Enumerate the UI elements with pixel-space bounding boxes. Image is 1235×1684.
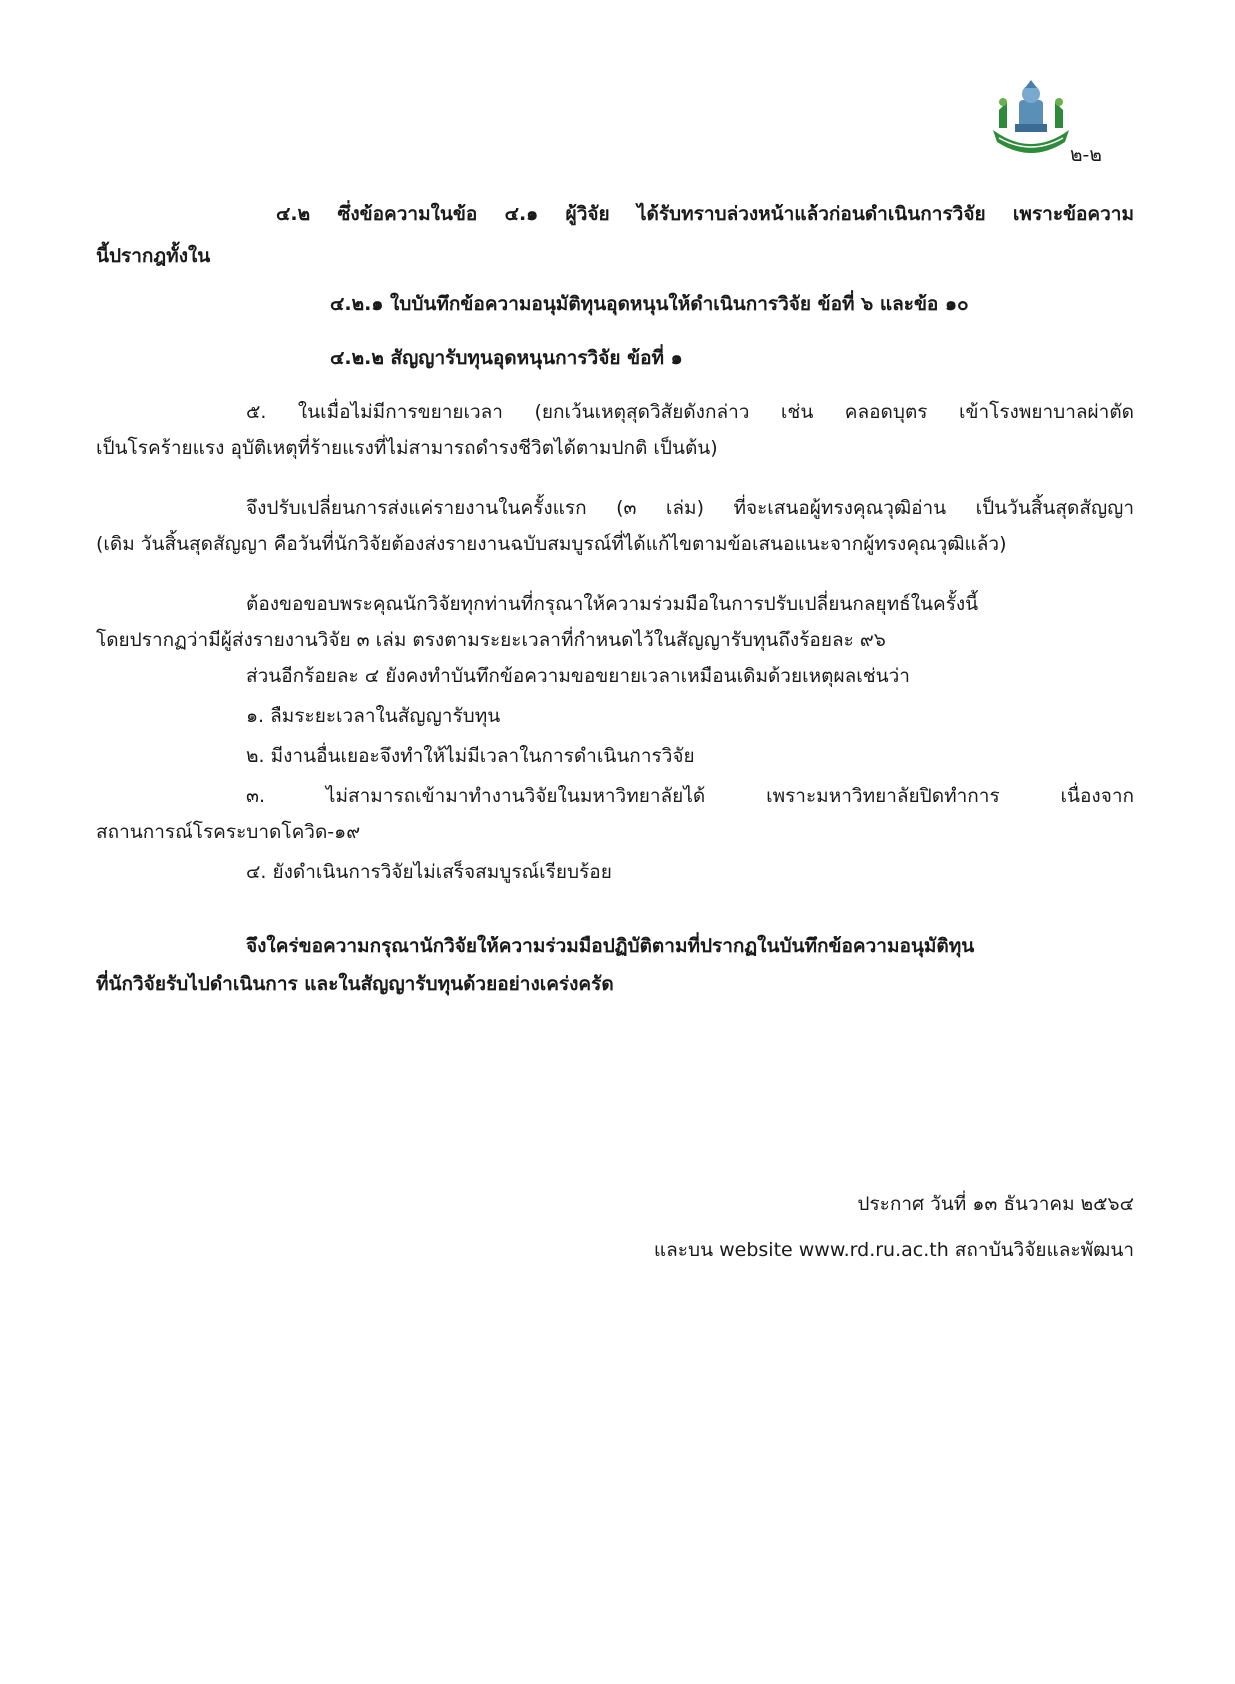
section-5-line2: เป็นโรคร้ายแรง อุบัติเหตุที่ร้ายแรงที่ไม่สามารถดำรงชีวิตได้ตามปกติ เป็นต้น)	[96, 437, 718, 459]
section-4-2-line2: นี้ปรากฎทั้งใน	[96, 245, 211, 267]
closing-line1: จึงใคร่ขอความกรุณานักวิจัยให้ความร่วมมือปฏิบัติตามที่ปรากฏในบันทึกข้อความอนุมัติทุน	[246, 935, 975, 957]
closing-line2: ที่นักวิจัยรับไปดำเนินการ และในสัญญารับทุนด้วยอย่างเคร่งครัด	[96, 973, 614, 995]
section-4-2-line1: ๔.๒ ซึ่งข้อความในข้อ ๔.๑ ผู้วิจัย ได้รับทราบล่วงหน้าแล้วก่อนดำเนินการวิจัย เพราะข้อความ	[276, 203, 1134, 225]
para-thanks-line2: โดยปรากฏว่ามีผู้ส่งรายงานวิจัย ๓ เล่ม ตรงตามระยะเวลาที่กำหนดไว้ในสัญญารับทุนถึงร้อยละ ๙๖	[96, 629, 886, 651]
list-item-continuation: สถานการณ์โรคระบาดโควิด-๑๙	[96, 821, 361, 843]
page-number: ๒-๒	[1070, 144, 1102, 166]
para-change-line2: (เดิม วันสิ้นสุดสัญญา คือวันที่นักวิจัยต้องส่งรายงานฉบับสมบูรณ์ที่ได้แก้ไขตามข้อเสนอแนะจากผู้ทรงคุณวุฒิแล้ว)	[96, 533, 1007, 555]
section-5-line1: ๕. ในเมื่อไม่มีการขยายเวลา (ยกเว้นเหตุสุดวิสัยดังกล่าว เช่น คลอดบุตร เข้าโรงพยาบาลผ่าตัด	[246, 401, 1134, 423]
list-item: ๒. มีงานอื่นเยอะจึงทำให้ไม่มีเวลาในการดำเนินการวิจัย	[246, 745, 695, 767]
announcement-date: ประกาศ วันที่ ๑๓ ธันวาคม ๒๕๖๔	[857, 1193, 1134, 1215]
para-change-line1: จึงปรับเปลี่ยนการส่งแค่รายงานในครั้งแรก (๓ เล่ม) ที่จะเสนอผู้ทรงคุณวุฒิอ่าน เป็นวันสิ้นสุดสัญญา	[246, 497, 1134, 519]
para-thanks-line3: ส่วนอีกร้อยละ ๔ ยังคงทำบันทึกข้อความขอขยายเวลาเหมือนเดิมด้วยเหตุผลเช่นว่า	[246, 665, 910, 687]
item-4-2-1: ๔.๒.๑ ใบบันทึกข้อความอนุมัติทุนอุดหนุนให้ดำเนินการวิจัย ข้อที่ ๖ และข้อ ๑๐	[330, 293, 969, 315]
para-thanks-line1: ต้องขอขอบพระคุณนักวิจัยทุกท่านที่กรุณาให้ความร่วมมือในการปรับเปลี่ยนกลยุทธ์ในครั้งนี้	[246, 593, 979, 615]
list-item: ๔. ยังดำเนินการวิจัยไม่เสร็จสมบูรณ์เรียบร้อย	[246, 861, 612, 883]
list-item: ๓. ไม่สามารถเข้ามาทำงานวิจัยในมหาวิทยาลัยได้ เพราะมหาวิทยาลัยปิดทำการ เนื่องจาก	[246, 785, 1134, 807]
website-line: และบน website www.rd.ru.ac.th สถาบันวิจัยและพัฒนา	[653, 1239, 1134, 1261]
list-item: ๑. ลืมระยะเวลาในสัญญารับทุน	[246, 705, 501, 727]
university-seal-icon	[985, 80, 1077, 162]
item-4-2-2: ๔.๒.๒ สัญญารับทุนอุดหนุนการวิจัย ข้อที่ ๑	[330, 347, 683, 369]
